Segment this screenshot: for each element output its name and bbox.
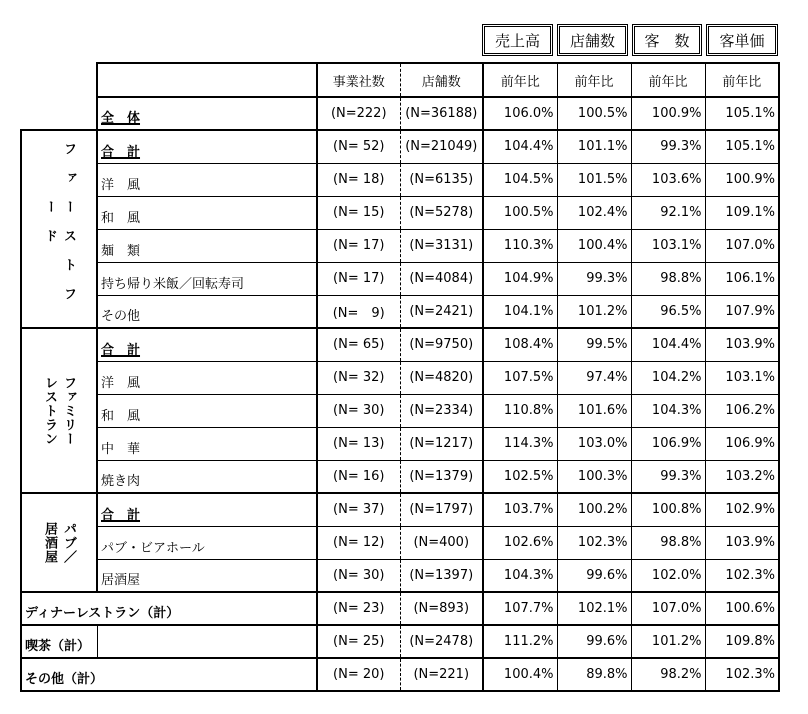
- value-stores: 100.4%: [557, 229, 631, 262]
- col-header-yoy-customers: 前年比: [631, 63, 705, 97]
- value-sales: 104.5%: [483, 163, 557, 196]
- value-customers: 103.1%: [631, 229, 705, 262]
- n-stores: (N=9750): [400, 328, 483, 361]
- row-label: 居酒屋: [97, 559, 317, 592]
- value-unit-price: 109.8%: [705, 625, 779, 658]
- n-companies: (N= 17): [317, 262, 400, 295]
- header-unit-price: 客単価: [706, 24, 778, 56]
- value-customers: 99.3%: [631, 460, 705, 493]
- n-companies: (N= 15): [317, 196, 400, 229]
- value-customers: 103.6%: [631, 163, 705, 196]
- value-unit-price: 105.1%: [705, 97, 779, 130]
- n-stores: (N=1217): [400, 427, 483, 460]
- value-sales: 111.2%: [483, 625, 557, 658]
- value-customers: 98.8%: [631, 262, 705, 295]
- table-row: [21, 559, 779, 592]
- row-label: その他（計）: [21, 658, 317, 691]
- table-row: [21, 196, 779, 229]
- value-customers: 102.0%: [631, 559, 705, 592]
- row-label: 和 風: [97, 394, 317, 427]
- value-sales: 107.7%: [483, 592, 557, 625]
- n-companies: (N= 25): [317, 625, 400, 658]
- row-label: 全 体: [97, 97, 317, 130]
- table-row: [21, 526, 779, 559]
- n-stores: (N=6135): [400, 163, 483, 196]
- value-unit-price: 102.3%: [705, 559, 779, 592]
- value-sales: 104.4%: [483, 130, 557, 163]
- value-unit-price: 107.9%: [705, 295, 779, 328]
- value-customers: 98.2%: [631, 658, 705, 691]
- value-sales: 106.0%: [483, 97, 557, 130]
- row-label: ディナーレストラン（計）: [21, 592, 317, 625]
- category-family-restaurant: ファミリー レストラン: [21, 328, 97, 493]
- n-stores: (N=893): [400, 592, 483, 625]
- value-sales: 100.4%: [483, 658, 557, 691]
- value-stores: 99.5%: [557, 328, 631, 361]
- table-row: [21, 229, 779, 262]
- value-stores: 100.3%: [557, 460, 631, 493]
- value-stores: 97.4%: [557, 361, 631, 394]
- value-stores: 102.4%: [557, 196, 631, 229]
- table-row-total: [21, 97, 779, 130]
- row-label: 合 計: [97, 493, 317, 526]
- value-unit-price: 106.9%: [705, 427, 779, 460]
- row-label: 中 華: [97, 427, 317, 460]
- category-pub-izakaya: パブ／ 居酒屋: [21, 493, 97, 592]
- table-row-dinner: [21, 592, 779, 625]
- value-customers: 104.4%: [631, 328, 705, 361]
- value-unit-price: 103.2%: [705, 460, 779, 493]
- value-sales: 114.3%: [483, 427, 557, 460]
- value-sales: 110.8%: [483, 394, 557, 427]
- value-unit-price: 103.9%: [705, 526, 779, 559]
- col-header-yoy-unit-price: 前年比: [705, 63, 779, 97]
- value-unit-price: 106.2%: [705, 394, 779, 427]
- value-sales: 100.5%: [483, 196, 557, 229]
- n-stores: (N=36188): [400, 97, 483, 130]
- n-companies: (N= 30): [317, 394, 400, 427]
- header-stores: 店舗数: [557, 24, 628, 56]
- row-label: 合 計: [97, 130, 317, 163]
- row-label: 持ち帰り米飯／回転寿司: [97, 262, 317, 295]
- n-companies: (N= 23): [317, 592, 400, 625]
- value-stores: 102.3%: [557, 526, 631, 559]
- n-stores: (N=1797): [400, 493, 483, 526]
- table-row: [21, 130, 779, 163]
- table-row-cafe: [21, 625, 779, 658]
- value-unit-price: 109.1%: [705, 196, 779, 229]
- row-label: 洋 風: [97, 361, 317, 394]
- value-unit-price: 106.1%: [705, 262, 779, 295]
- row-label: その他: [97, 295, 317, 328]
- n-stores: (N=2334): [400, 394, 483, 427]
- value-customers: 96.5%: [631, 295, 705, 328]
- row-label: 和 風: [97, 196, 317, 229]
- value-unit-price: 103.1%: [705, 361, 779, 394]
- header-customers: 客 数: [632, 24, 702, 56]
- value-stores: 100.2%: [557, 493, 631, 526]
- table-row: [21, 262, 779, 295]
- value-customers: 100.9%: [631, 97, 705, 130]
- value-sales: 104.9%: [483, 262, 557, 295]
- n-stores: (N=2421): [400, 295, 483, 328]
- n-companies: (N= 32): [317, 361, 400, 394]
- n-companies: (N= 16): [317, 460, 400, 493]
- n-stores: (N=21049): [400, 130, 483, 163]
- value-sales: 108.4%: [483, 328, 557, 361]
- col-header-stores: 店舗数: [400, 63, 483, 97]
- col-header-yoy-stores: 前年比: [557, 63, 631, 97]
- row-label: 喫茶（計）: [21, 625, 97, 658]
- header-sales: 売上高: [482, 24, 553, 56]
- n-stores: (N=5278): [400, 196, 483, 229]
- value-customers: 99.3%: [631, 130, 705, 163]
- value-stores: 99.6%: [557, 559, 631, 592]
- n-stores: (N=3131): [400, 229, 483, 262]
- n-stores: (N=221): [400, 658, 483, 691]
- table-row: [21, 328, 779, 361]
- value-sales: 102.5%: [483, 460, 557, 493]
- value-unit-price: 100.9%: [705, 163, 779, 196]
- n-companies: (N= 30): [317, 559, 400, 592]
- value-sales: 103.7%: [483, 493, 557, 526]
- n-stores: (N=1397): [400, 559, 483, 592]
- value-unit-price: 100.6%: [705, 592, 779, 625]
- n-stores: (N=400): [400, 526, 483, 559]
- value-stores: 102.1%: [557, 592, 631, 625]
- value-sales: 104.1%: [483, 295, 557, 328]
- n-stores: (N=1379): [400, 460, 483, 493]
- value-customers: 104.2%: [631, 361, 705, 394]
- value-unit-price: 105.1%: [705, 130, 779, 163]
- value-unit-price: 102.3%: [705, 658, 779, 691]
- table-row: [21, 163, 779, 196]
- n-companies: (N= 65): [317, 328, 400, 361]
- value-sales: 102.6%: [483, 526, 557, 559]
- value-customers: 92.1%: [631, 196, 705, 229]
- value-customers: 106.9%: [631, 427, 705, 460]
- value-unit-price: 107.0%: [705, 229, 779, 262]
- n-companies: (N= 9): [317, 295, 400, 328]
- value-stores: 101.2%: [557, 295, 631, 328]
- value-customers: 104.3%: [631, 394, 705, 427]
- table-row: [21, 493, 779, 526]
- row-label: パブ・ビアホール: [97, 526, 317, 559]
- value-stores: 89.8%: [557, 658, 631, 691]
- n-companies: (N= 20): [317, 658, 400, 691]
- table-row-other: [21, 658, 779, 691]
- n-stores: (N=4820): [400, 361, 483, 394]
- table-row: [21, 460, 779, 493]
- row-label: 麺 類: [97, 229, 317, 262]
- col-header-yoy-sales: 前年比: [483, 63, 557, 97]
- category-fast-food: ファーストフード: [21, 130, 97, 328]
- row-label: 合 計: [97, 328, 317, 361]
- value-sales: 104.3%: [483, 559, 557, 592]
- value-stores: 99.3%: [557, 262, 631, 295]
- sales-table: [20, 62, 780, 692]
- value-customers: 100.8%: [631, 493, 705, 526]
- value-sales: 110.3%: [483, 229, 557, 262]
- n-companies: (N= 17): [317, 229, 400, 262]
- n-companies: (N= 52): [317, 130, 400, 163]
- table-row: [21, 394, 779, 427]
- table-row: [21, 295, 779, 328]
- row-label: 洋 風: [97, 163, 317, 196]
- n-stores: (N=4084): [400, 262, 483, 295]
- value-stores: 101.6%: [557, 394, 631, 427]
- value-unit-price: 102.9%: [705, 493, 779, 526]
- value-customers: 98.8%: [631, 526, 705, 559]
- table-row: [21, 427, 779, 460]
- value-stores: 99.6%: [557, 625, 631, 658]
- n-companies: (N= 18): [317, 163, 400, 196]
- value-unit-price: 103.9%: [705, 328, 779, 361]
- n-companies: (N= 13): [317, 427, 400, 460]
- n-stores: (N=2478): [400, 625, 483, 658]
- value-sales: 107.5%: [483, 361, 557, 394]
- n-companies: (N= 37): [317, 493, 400, 526]
- n-companies: (N=222): [317, 97, 400, 130]
- row-label: 焼き肉: [97, 460, 317, 493]
- value-stores: 101.5%: [557, 163, 631, 196]
- value-stores: 100.5%: [557, 97, 631, 130]
- table-row: [21, 361, 779, 394]
- value-customers: 107.0%: [631, 592, 705, 625]
- value-stores: 101.1%: [557, 130, 631, 163]
- column-header-row: [21, 63, 779, 97]
- value-stores: 103.0%: [557, 427, 631, 460]
- n-companies: (N= 12): [317, 526, 400, 559]
- value-customers: 101.2%: [631, 625, 705, 658]
- col-header-companies: 事業社数: [317, 63, 400, 97]
